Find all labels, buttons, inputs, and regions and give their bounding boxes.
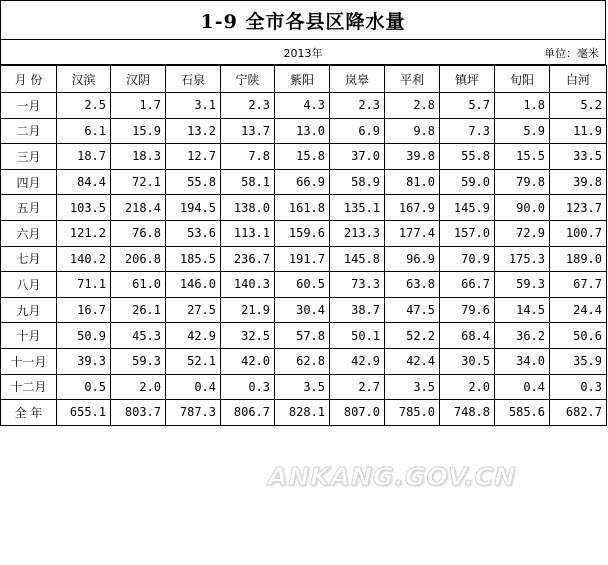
value-cell: 33.5 <box>550 144 607 170</box>
value-cell: 42.9 <box>166 323 221 349</box>
value-cell: 15.5 <box>495 144 550 170</box>
table-row <box>1 246 607 272</box>
value-cell: 62.8 <box>275 348 330 374</box>
value-cell: 34.0 <box>495 348 550 374</box>
value-cell: 15.8 <box>275 144 330 170</box>
value-cell: 2.0 <box>440 374 495 400</box>
value-cell: 1.8 <box>495 93 550 119</box>
value-cell: 68.4 <box>440 323 495 349</box>
table-row <box>1 144 607 170</box>
month-cell: 四月 <box>1 169 57 195</box>
value-cell: 11.9 <box>550 118 607 144</box>
value-cell: 27.5 <box>166 297 221 323</box>
value-cell: 16.7 <box>57 297 111 323</box>
value-cell: 72.1 <box>111 169 166 195</box>
value-cell: 103.5 <box>57 195 111 221</box>
value-cell: 55.8 <box>440 144 495 170</box>
value-cell: 70.9 <box>440 246 495 272</box>
table-row <box>1 272 607 298</box>
value-cell: 52.2 <box>385 323 440 349</box>
column-header: 白河 <box>550 66 607 93</box>
value-cell: 213.3 <box>330 220 385 246</box>
value-cell: 191.7 <box>275 246 330 272</box>
value-cell: 32.5 <box>221 323 275 349</box>
value-cell: 59.0 <box>440 169 495 195</box>
value-cell: 2.5 <box>57 93 111 119</box>
value-cell: 76.8 <box>111 220 166 246</box>
value-cell: 4.3 <box>275 93 330 119</box>
value-cell: 175.3 <box>495 246 550 272</box>
value-cell: 52.1 <box>166 348 221 374</box>
value-cell: 13.2 <box>166 118 221 144</box>
value-cell: 61.0 <box>111 272 166 298</box>
month-cell: 全 年 <box>1 400 57 426</box>
year-label: 2013年 <box>283 47 323 60</box>
value-cell: 24.4 <box>550 297 607 323</box>
value-cell: 58.1 <box>221 169 275 195</box>
column-header: 旬阳 <box>495 66 550 93</box>
table-row <box>1 297 607 323</box>
value-cell: 57.8 <box>275 323 330 349</box>
value-cell: 787.3 <box>166 400 221 426</box>
value-cell: 161.8 <box>275 195 330 221</box>
table-row <box>1 220 607 246</box>
value-cell: 146.0 <box>166 272 221 298</box>
value-cell: 167.9 <box>385 195 440 221</box>
month-cell: 七月 <box>1 246 57 272</box>
value-cell: 37.0 <box>330 144 385 170</box>
value-cell: 84.4 <box>57 169 111 195</box>
value-cell: 50.6 <box>550 323 607 349</box>
value-cell: 55.8 <box>166 169 221 195</box>
value-cell: 18.7 <box>57 144 111 170</box>
value-cell: 121.2 <box>57 220 111 246</box>
unit-label: 单位：毫米 <box>544 47 599 60</box>
value-cell: 13.7 <box>221 118 275 144</box>
watermark: ANKANG.GOV.CN <box>268 462 517 491</box>
value-cell: 15.9 <box>111 118 166 144</box>
value-cell: 0.3 <box>221 374 275 400</box>
value-cell: 123.7 <box>550 195 607 221</box>
value-cell: 189.0 <box>550 246 607 272</box>
value-cell: 682.7 <box>550 400 607 426</box>
table-row <box>1 323 607 349</box>
value-cell: 39.8 <box>550 169 607 195</box>
column-header: 月 份 <box>1 66 57 93</box>
value-cell: 2.8 <box>385 93 440 119</box>
value-cell: 71.1 <box>57 272 111 298</box>
value-cell: 0.5 <box>57 374 111 400</box>
value-cell: 14.5 <box>495 297 550 323</box>
value-cell: 18.3 <box>111 144 166 170</box>
header-row <box>1 66 607 93</box>
column-header: 宁陕 <box>221 66 275 93</box>
value-cell: 5.9 <box>495 118 550 144</box>
value-cell: 39.8 <box>385 144 440 170</box>
value-cell: 113.1 <box>221 220 275 246</box>
value-cell: 0.4 <box>495 374 550 400</box>
table-title: 1-9 全市各县区降水量 <box>0 0 606 39</box>
column-header: 石泉 <box>166 66 221 93</box>
month-cell: 八月 <box>1 272 57 298</box>
value-cell: 26.1 <box>111 297 166 323</box>
value-cell: 206.8 <box>111 246 166 272</box>
value-cell: 3.1 <box>166 93 221 119</box>
value-cell: 7.3 <box>440 118 495 144</box>
value-cell: 13.0 <box>275 118 330 144</box>
value-cell: 748.8 <box>440 400 495 426</box>
table-row <box>1 118 607 144</box>
month-cell: 九月 <box>1 297 57 323</box>
value-cell: 67.7 <box>550 272 607 298</box>
value-cell: 236.7 <box>221 246 275 272</box>
rainfall-table <box>0 65 607 426</box>
value-cell: 9.8 <box>385 118 440 144</box>
value-cell: 785.0 <box>385 400 440 426</box>
value-cell: 194.5 <box>166 195 221 221</box>
month-cell: 二月 <box>1 118 57 144</box>
table-row <box>1 348 607 374</box>
value-cell: 2.3 <box>221 93 275 119</box>
subtitle-row <box>0 39 606 65</box>
value-cell: 185.5 <box>166 246 221 272</box>
month-cell: 十一月 <box>1 348 57 374</box>
value-cell: 585.6 <box>495 400 550 426</box>
column-header: 岚皋 <box>330 66 385 93</box>
value-cell: 140.2 <box>57 246 111 272</box>
value-cell: 42.9 <box>330 348 385 374</box>
value-cell: 655.1 <box>57 400 111 426</box>
value-cell: 828.1 <box>275 400 330 426</box>
value-cell: 5.7 <box>440 93 495 119</box>
value-cell: 30.5 <box>440 348 495 374</box>
table-body <box>1 93 607 426</box>
value-cell: 60.5 <box>275 272 330 298</box>
value-cell: 3.5 <box>275 374 330 400</box>
value-cell: 145.8 <box>330 246 385 272</box>
value-cell: 12.7 <box>166 144 221 170</box>
value-cell: 66.7 <box>440 272 495 298</box>
value-cell: 3.5 <box>385 374 440 400</box>
value-cell: 58.9 <box>330 169 385 195</box>
value-cell: 145.9 <box>440 195 495 221</box>
value-cell: 218.4 <box>111 195 166 221</box>
value-cell: 35.9 <box>550 348 607 374</box>
value-cell: 63.8 <box>385 272 440 298</box>
month-cell: 十二月 <box>1 374 57 400</box>
month-cell: 一月 <box>1 93 57 119</box>
value-cell: 30.4 <box>275 297 330 323</box>
value-cell: 79.8 <box>495 169 550 195</box>
value-cell: 36.2 <box>495 323 550 349</box>
value-cell: 50.9 <box>57 323 111 349</box>
value-cell: 79.6 <box>440 297 495 323</box>
value-cell: 66.9 <box>275 169 330 195</box>
value-cell: 2.3 <box>330 93 385 119</box>
table-row <box>1 195 607 221</box>
value-cell: 177.4 <box>385 220 440 246</box>
table-row <box>1 169 607 195</box>
value-cell: 803.7 <box>111 400 166 426</box>
value-cell: 6.9 <box>330 118 385 144</box>
value-cell: 45.3 <box>111 323 166 349</box>
value-cell: 806.7 <box>221 400 275 426</box>
value-cell: 140.3 <box>221 272 275 298</box>
value-cell: 157.0 <box>440 220 495 246</box>
value-cell: 73.3 <box>330 272 385 298</box>
column-header: 汉滨 <box>57 66 111 93</box>
month-cell: 三月 <box>1 144 57 170</box>
value-cell: 2.7 <box>330 374 385 400</box>
value-cell: 135.1 <box>330 195 385 221</box>
value-cell: 21.9 <box>221 297 275 323</box>
value-cell: 0.4 <box>166 374 221 400</box>
value-cell: 81.0 <box>385 169 440 195</box>
column-header: 平利 <box>385 66 440 93</box>
value-cell: 7.8 <box>221 144 275 170</box>
value-cell: 90.0 <box>495 195 550 221</box>
value-cell: 47.5 <box>385 297 440 323</box>
month-cell: 十月 <box>1 323 57 349</box>
value-cell: 2.0 <box>111 374 166 400</box>
value-cell: 1.7 <box>111 93 166 119</box>
value-cell: 5.2 <box>550 93 607 119</box>
value-cell: 159.6 <box>275 220 330 246</box>
value-cell: 42.4 <box>385 348 440 374</box>
table-row <box>1 400 607 426</box>
table-row <box>1 374 607 400</box>
column-header: 紫阳 <box>275 66 330 93</box>
column-header: 汉阴 <box>111 66 166 93</box>
value-cell: 59.3 <box>495 272 550 298</box>
value-cell: 38.7 <box>330 297 385 323</box>
month-cell: 五月 <box>1 195 57 221</box>
value-cell: 6.1 <box>57 118 111 144</box>
value-cell: 0.3 <box>550 374 607 400</box>
value-cell: 42.0 <box>221 348 275 374</box>
value-cell: 59.3 <box>111 348 166 374</box>
value-cell: 53.6 <box>166 220 221 246</box>
value-cell: 72.9 <box>495 220 550 246</box>
value-cell: 96.9 <box>385 246 440 272</box>
value-cell: 138.0 <box>221 195 275 221</box>
column-header: 镇坪 <box>440 66 495 93</box>
value-cell: 807.0 <box>330 400 385 426</box>
value-cell: 100.7 <box>550 220 607 246</box>
table-row <box>1 93 607 119</box>
value-cell: 39.3 <box>57 348 111 374</box>
month-cell: 六月 <box>1 220 57 246</box>
value-cell: 50.1 <box>330 323 385 349</box>
